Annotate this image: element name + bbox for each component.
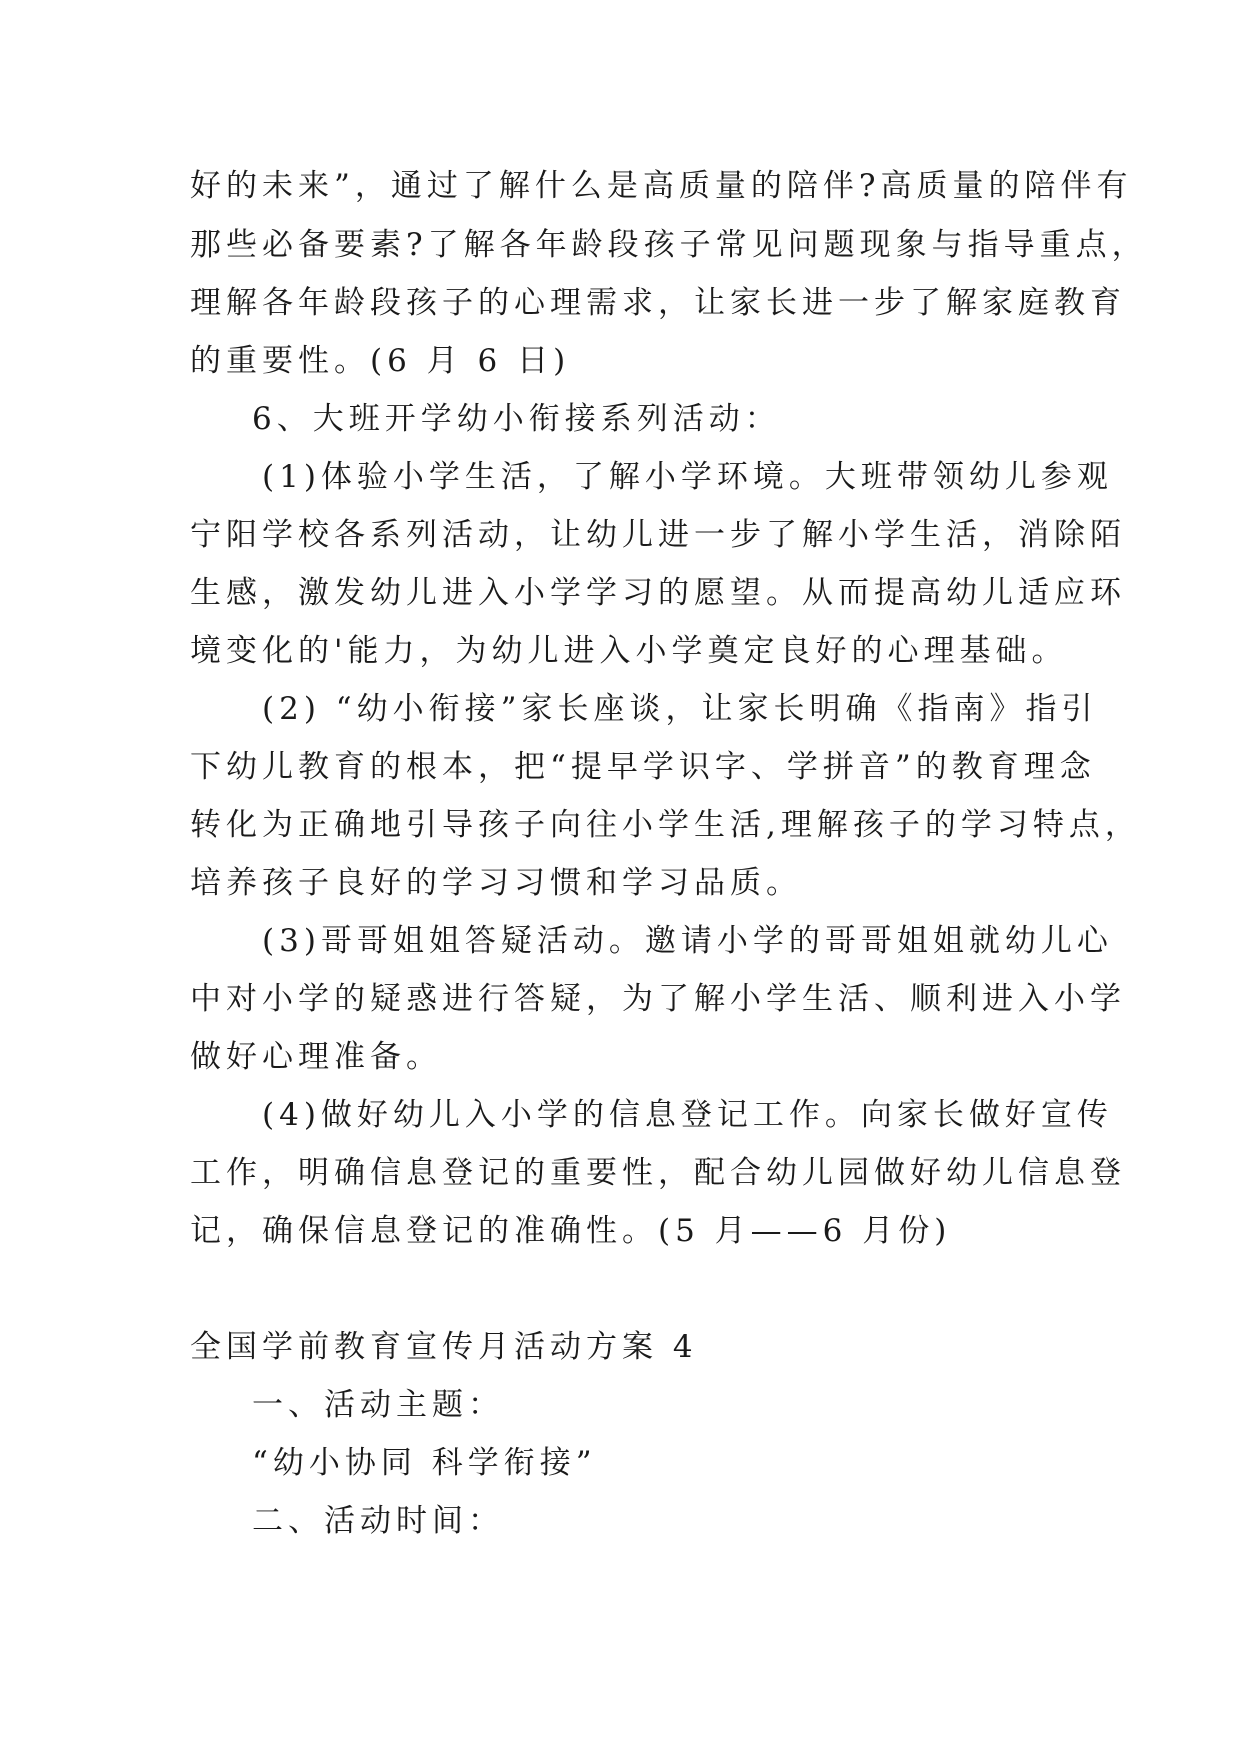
body-line: (1)体验小学生活，了解小学环境。大班带领幼儿参观 [262, 459, 1113, 495]
subsection-heading: 一、活动主题： [252, 1387, 504, 1423]
body-line: 做好心理准备。 [190, 1039, 442, 1075]
body-line: 中对小学的疑惑进行答疑，为了解小学生活、顺利进入小学 [190, 981, 1126, 1017]
section-item-heading: 6、大班开学幼小衔接系列活动： [252, 401, 781, 437]
body-line: (3)哥哥姐姐答疑活动。邀请小学的哥哥姐姐就幼儿心 [262, 923, 1113, 959]
body-line: 下幼儿教育的根本，把“提早学识字、学拼音”的教育理念 [190, 749, 1096, 785]
body-line: 记，确保信息登记的准确性。(5 月——6 月份) [190, 1213, 952, 1249]
body-line: 的重要性。(6 月 6 日) [190, 343, 571, 379]
body-line: 境变化的'能力，为幼儿进入小学奠定良好的心理基础。 [190, 633, 1068, 669]
activity-theme: “幼小协同 科学衔接” [252, 1445, 597, 1481]
body-line: 工作，明确信息登记的重要性，配合幼儿园做好幼儿信息登 [190, 1155, 1126, 1191]
body-line: (4)做好幼儿入小学的信息登记工作。向家长做好宣传 [262, 1097, 1113, 1133]
body-line: 宁阳学校各系列活动，让幼儿进一步了解小学生活，消除陌 [190, 517, 1126, 553]
body-line: 好的未来”，通过了解什么是高质量的陪伴?高质量的陪伴有 [190, 168, 1133, 204]
section-title: 全国学前教育宣传月活动方案 4 [190, 1329, 698, 1365]
body-line: 转化为正确地引导孩子向往小学生活,理解孩子的学习特点， [190, 807, 1141, 843]
body-line: 那些必备要素?了解各年龄段孩子常见问题现象与指导重点， [190, 227, 1148, 263]
body-line: 培养孩子良好的学习习惯和学习品质。 [190, 865, 802, 901]
body-line: 生感，激发幼儿进入小学学习的愿望。从而提高幼儿适应环 [190, 575, 1126, 611]
body-line: 理解各年龄段孩子的心理需求，让家长进一步了解家庭教育 [190, 285, 1126, 321]
subsection-heading: 二、活动时间： [252, 1503, 504, 1539]
body-line: (2) “幼小衔接”家长座谈，让家长明确《指南》指引 [262, 691, 1098, 727]
